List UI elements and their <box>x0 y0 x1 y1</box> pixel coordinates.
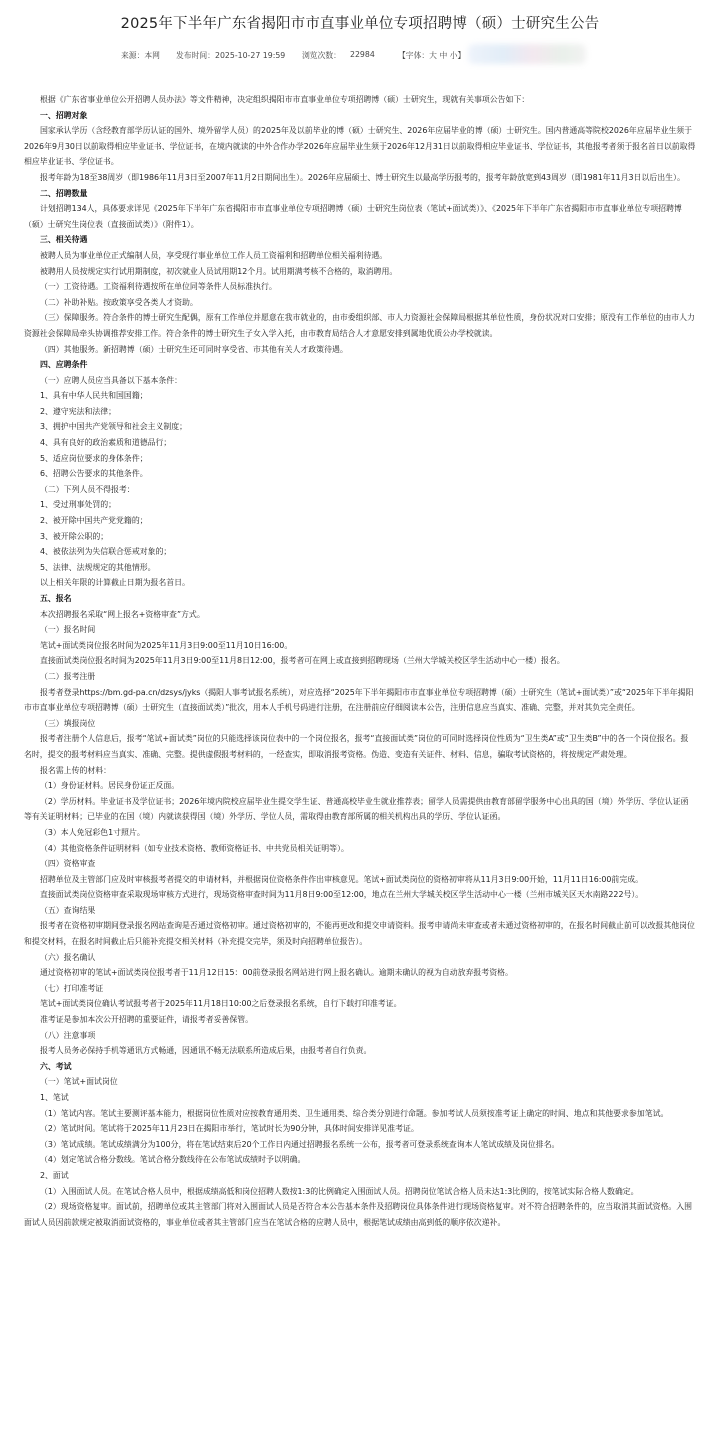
paragraph: 报考者在资格初审期间登录报名网站查询是否通过资格初审。通过资格初审的，不能再更改和提交申请资料。报考申请尚未审查或者未通过资格初审的，在报名时间截止前可以改报其他岗位和提交材料，在报名时间截止后只能补充提交相关材料（补充提交完毕，须及时向招聘单位报告）。 <box>24 921 695 947</box>
paragraph: 5、法律、法规规定的其他情形。 <box>40 562 156 572</box>
paragraph: （3）笔试成绩。笔试成绩满分为100分，将在笔试结束后20个工作日内通过招聘报名系统一公布，报考者可登录系统查询本人笔试成绩及岗位排名。 <box>40 1139 560 1149</box>
font-size-control[interactable]: 【字体：大 中 小】 <box>398 51 466 60</box>
paragraph: （二）下列人员不得报考： <box>40 484 135 494</box>
views-label: 浏览次数： <box>302 51 341 60</box>
paragraph: 2、被开除中国共产党党籍的； <box>40 516 148 526</box>
section-heading: 二、招聘数量 <box>40 188 88 198</box>
page-title: 2025年下半年广东省揭阳市市直事业单位专项招聘博（硕）士研究生公告 <box>120 16 600 32</box>
paragraph: （三）填报岗位 <box>40 718 96 728</box>
paragraph: （六）报名确认 <box>40 952 96 962</box>
paragraph: 以上相关年限的计算截止日期为报名首日。 <box>40 578 190 588</box>
paragraph: （1）入围面试人员。在笔试合格人员中，根据成绩高低和岗位招聘人数按1:3的比例确定入围面试人员。招聘岗位笔试合格人员未达1:3比例的，按笔试实际合格人数确定。 <box>40 1186 639 1196</box>
paragraph: （2）笔试时间。笔试将于2025年11月23日在揭阳市举行，笔试时长为90分钟，具体时间安排详见准考证。 <box>40 1124 419 1134</box>
paragraph: 根据《广东省事业单位公开招聘人员办法》等文件精神，决定组织揭阳市市直事业单位专项招聘博（硕）士研究生，现就有关事项公告如下： <box>40 95 530 104</box>
paragraph: 报考者注册个人信息后，报考“笔试+面试类”岗位的只能选择该岗位表中的一个岗位报名，报考“直接面试类”岗位的可同时选择岗位性质为“卫生类A”或“卫生类B”中的各一个岗位报名。报名时，提交的报考材料应当真实、准确、完整。提供虚假报考材料的，一经查实，即取消报考资格。伪造、变造有关证件、材料、信息，骗取考试资格的，将按规定严肃处理。 <box>24 734 689 759</box>
paragraph: 通过资格初审的笔试+面试类岗位报考者于11月12日15：00前登录报名网站进行网上报名确认。逾期未确认的视为自动放弃报考资格。 <box>40 968 513 978</box>
paragraph: 笔试+面试类岗位报名时间为2025年11月3日9:00至11月10日16:00。 <box>40 640 293 650</box>
paragraph: 本次招聘报名采取“网上报名+资格审查”方式。 <box>40 609 205 619</box>
paragraph: （四）资格审查 <box>40 859 96 869</box>
paragraph: （1）笔试内容。笔试主要测评基本能力，根据岗位性质对应按教育通用类、卫生通用类、综合类分别进行命题。参加考试人员须按准考证上确定的时间、地点和其他要求参加笔试。 <box>40 1108 669 1118</box>
paragraph: 被聘人员为事业单位正式编制人员，享受现行事业单位工作人员工资福利和招聘单位相关福利待遇。 <box>40 250 388 260</box>
paragraph: （七）打印准考证 <box>40 983 104 993</box>
paragraph: （四）其他服务。新招聘博（硕）士研究生还可同时享受省、市其他有关人才政策待遇。 <box>40 344 348 354</box>
paragraph: （三）保障服务。符合条件的博士研究生配偶，原有工作单位并愿意在我市就业的，由市委组织部、市人力资源社会保障局根据其单位性质，身份状况对口安排；原没有工作单位的由市人力资源社会保障局牵头协调推荐安排工作。符合条件的博士研究生子女入学入托，由市教育局结合人才意愿安排到属地优质公办学校就读。 <box>24 313 695 338</box>
paragraph: （4）其他资格条件证明材料（如专业技术资格、教师资格证书、中共党员相关证明等）。 <box>40 843 349 853</box>
paragraph: 1、受过刑事处罚的； <box>40 500 117 510</box>
paragraph: 直接面试类岗位资格审查采取现场审核方式进行，现场资格审查时间为11月8日9:00至12:00，地点在兰州大学城关校区学生活动中心一楼（兰州市城关区天水南路222号）。 <box>40 890 644 900</box>
paragraph: （2）现场资格复审。面试前，招聘单位或其主管部门将对入围面试人员是否符合本公告基本条件及招聘岗位具体条件进行现场资格复审。对不符合招聘条件的，应当取消其面试资格。入围面试人员因前款规定被取消面试资格的，事业单位或者其主管部门应当在笔试合格的应聘人员中，根据笔试成绩由高到低的顺序依次递补。 <box>24 1202 693 1227</box>
section-heading: 五、报名 <box>40 594 72 603</box>
paragraph: 报名需上传的材料： <box>40 765 112 775</box>
paragraph: 准考证是参加本次公开招聘的重要证件，请报考者妥善保管。 <box>40 1015 254 1025</box>
section-heading: 三、相关待遇 <box>40 235 88 245</box>
paragraph: 报考人员务必保持手机等通讯方式畅通，因通讯不畅无法联系所造成后果，由报考者自行负责。 <box>40 1046 372 1056</box>
paragraph: 1、具有中华人民共和国国籍； <box>40 391 148 401</box>
paragraph: 报考者登录https://bm.gd-pa.cn/dzsys/jyks（揭阳人事考试报名系统），对应选择“2025年下半年揭阳市市直事业单位专项招聘博（硕）士研究生（笔试+面试类）”或“2025年下半年揭阳市市直事业单位专项招聘博（硕）士研究生（直接面试类）”批次，用本人手机号码进行注册，在注册前应仔细阅读本公告，注册信息应当真实、准确、完整，并对其负完全责任。 <box>24 687 694 713</box>
paragraph: （一）应聘人员应当具备以下基本条件： <box>40 375 183 385</box>
paragraph: 计划招聘134人，具体要求详见《2025年下半年广东省揭阳市市直事业单位专项招聘博（硕）士研究生岗位表（笔试+面试类）》、《2025年下半年广东省揭阳市市直事业单位专项招聘博（硕）士研究生岗位表（直接面试类）》（附件1）。 <box>24 204 682 229</box>
paragraph: 3、拥护中国共产党领导和社会主义制度； <box>40 422 188 432</box>
paragraph: 4、具有良好的政治素质和道德品行； <box>40 438 172 448</box>
paragraph: （五）查询结果 <box>40 905 96 915</box>
paragraph: 直接面试类岗位报名时间为2025年11月3日9:00至11月8日12:00，报考者可在网上或直接到招聘现场（兰州大学城关校区学生活动中心一楼）报名。 <box>40 656 565 666</box>
publish-time: 发布时间：2025-10-27 19:59 <box>176 51 286 60</box>
paragraph: 笔试+面试类岗位确认考试报考者于2025年11月18日10:00之后登录报名系统，自行下载打印准考证。 <box>40 999 402 1009</box>
article-body <box>24 92 696 1230</box>
paragraph: 被聘用人员按规定实行试用期制度，初次就业人员试用期12个月。试用期满考核不合格的，取消聘用。 <box>40 266 398 276</box>
paragraph: 6、招聘公告要求的其他条件。 <box>40 469 148 479</box>
paragraph: （2）学历材料。毕业证书及学位证书；2026年境内院校应届毕业生提交学生证、普通高校毕业生就业推荐表；留学人员需提供由教育部留学服务中心出具的国（境）外学历、学位认证函等有关证明材料；已毕业的在国（境）内就读获得国（境）外学历、学位人员，需取得由教育部所属的相关机构出具的学历、学位认证函。 <box>24 796 689 822</box>
paragraph: 招聘单位及主管部门应及时审核报考者提交的申请材料，并根据岗位资格条件作出审核意见。笔试+面试类岗位的资格初审将从11月3日9:00开始，11月11日16:00前完成。 <box>40 874 643 884</box>
section-heading: 四、应聘条件 <box>40 360 88 370</box>
paragraph: （3）本人免冠彩色1寸照片。 <box>40 827 145 837</box>
section-heading: 六、考试 <box>40 1061 72 1071</box>
paragraph: 3、被开除公职的； <box>40 531 109 541</box>
paragraph: 国家承认学历（含经教育部学历认证的国外、境外留学人员）的2025年及以前毕业的博（硕）士研究生、2026年应届毕业的博（硕）士研究生。国内普通高等院校2026年应届毕业生须于2026年9月30日以前取得相应毕业证书、学位证书，在境内就读的中外合作办学2026年应届毕业生须于2026年12月31日以前取得相应毕业证书、学位证书，其他报考者须于报名首日以前取得相应毕业证书、学位证书。 <box>24 126 696 167</box>
paragraph: （1）身份证材料。居民身份证正反面。 <box>40 781 180 791</box>
source-label: 来源：本网 <box>121 51 160 60</box>
paragraph: 5、适应岗位要求的身体条件； <box>40 453 148 463</box>
paragraph: 2、遵守宪法和法律； <box>40 406 117 416</box>
paragraph: 2、面试 <box>40 1170 69 1180</box>
paragraph: 4、被依法列为失信联合惩戒对象的； <box>40 547 172 557</box>
views-count: 22984 <box>350 50 375 59</box>
section-heading: 一、招聘对象 <box>40 110 88 120</box>
blurred-share-area <box>468 44 586 64</box>
paragraph: （一）工资待遇。工资福利待遇按所在单位同等条件人员标准执行。 <box>40 282 277 292</box>
paragraph: （八）注意事项 <box>40 1030 96 1040</box>
paragraph: （二）报考注册 <box>40 671 96 681</box>
paragraph: （一）笔试+面试岗位 <box>40 1077 118 1087</box>
paragraph: 报考年龄为18至38周岁（即1986年11月3日至2007年11月2日期间出生）。2026年应届硕士、博士研究生以最高学历报考的，报考年龄放宽到43周岁（即1981年11月3日以后出生）。 <box>40 172 685 182</box>
paragraph: （二）补助补贴。按政策享受各类人才资助。 <box>40 297 198 307</box>
paragraph: （4）划定笔试合格分数线。笔试合格分数线待在公布笔试成绩时予以明确。 <box>40 1155 306 1165</box>
paragraph: （一）报名时间 <box>40 625 96 635</box>
paragraph: 1、笔试 <box>40 1093 69 1102</box>
